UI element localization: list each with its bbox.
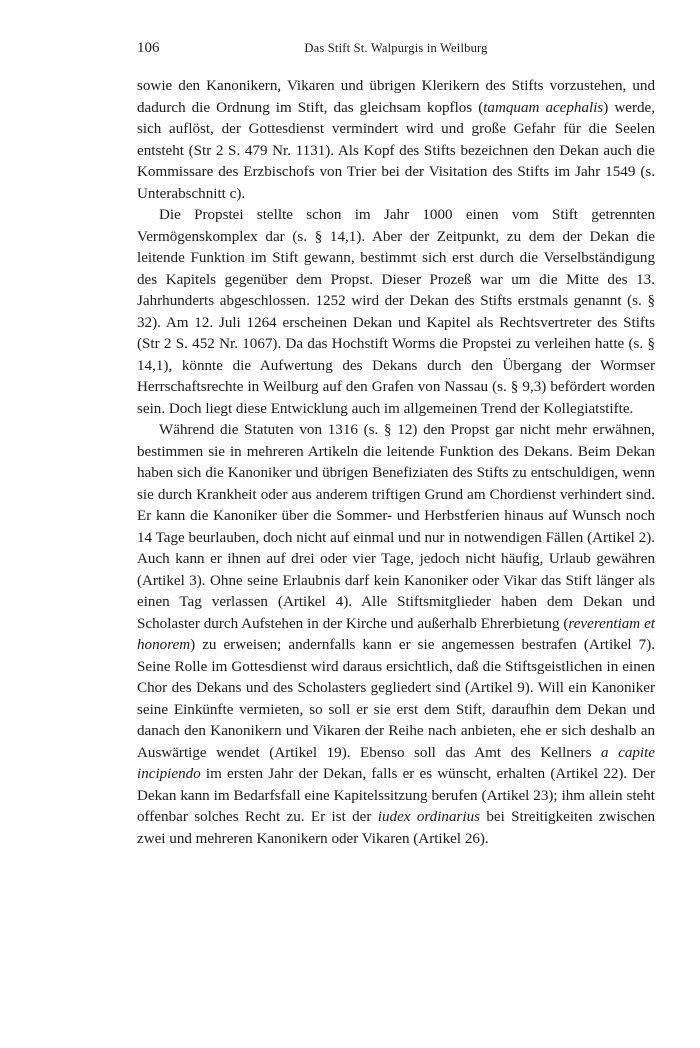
text-run: ) werde, sich auflöst, der Gottesdienst vermindert wird und große Gefahr für die Seelen entsteht (Str 2 S. 479 Nr. 1131). Als Kopf des Stifts bezeichnen den Dekan auch die Kommissare des Erzbischofs von Trier bei der Visitation des Stifts im Jahr 1549 (s. Unterabschnitt c). xyxy=(137,99,655,202)
text-run: Während die Statuten von 1316 (s. § 12) den Propst gar nicht mehr erwähnen, bestimmen sie in mehreren Artikeln die leitende Funktion des Dekans. Beim Dekan haben sich die Kanoniker und übrigen Benefiziaten des Stifts zu entschuldigen, wenn sie durch Krankheit oder aus anderem triftigen Grund am Chordienst verhindert sind. Er kann die Kanoniker über die Sommer- und Herbstferien hinaus auf Wunsch noch 14 Tage beurlauben, doch nicht auf einmal und nur in notwendigen Fällen (Artikel 2). Auch kann er ihnen auf drei oder vier Tage, jedoch nicht häufig, Urlaub gewähren (Artikel 3). Ohne seine Erlaubnis darf kein Kanoniker oder Vikar das Stift länger als einen Tag verlassen (Artikel 4). Alle Stiftsmitglieder haben dem Dekan und Scholaster durch Aufstehen in der Kirche und außerhalb Ehrerbietung ( xyxy=(137,422,655,632)
paragraph-1 xyxy=(137,76,655,205)
text-run: bei Streitigkeiten zwischen zwei und mehreren Kanonikern oder Vikaren (Artikel 26). xyxy=(137,809,655,847)
text-run: Die Propstei stellte schon im Jahr 1000 einen vom Stift getrennten Vermögenskomplex dar (s. § 14,1). Aber der Zeitpunkt, zu dem der Dekan die leitende Funktion im Stift gewann, bestimmt sich erst durch die Verselbständigung des Kapitels gegenüber dem Propst. Dieser Prozeß war um die Mitte des 13. Jahrhunderts abgeschlossen. 1252 wird der Dekan des Stifts erstmals genannt (s. § 32). Am 12. Juli 1264 erscheinen Dekan und Kapitel als Rechtsvertreter des Stifts (Str 2 S. 452 Nr. 1067). Da das Hochstift Worms die Propstei zu verleihen hatte (s. § 14,1), könnte die Aufwertung des Dekans durch den Übergang der Wormser Herrschaftsrechte in Weilburg auf den Grafen von Nassau (s. § 9,3) befördert worden sein. Doch liegt diese Entwicklung auch im allgemeinen Trend der Kollegiatstifte. xyxy=(137,207,655,417)
latin-phrase: reverentiam et honorem xyxy=(137,615,655,653)
text-run: im ersten Jahr der Dekan, falls er es wünscht, erhalten (Artikel 22). Der Dekan kann im Bedarfsfall eine Kapitelssitzung berufen (Artikel 23); ihm allein steht offenbar solches Recht zu. Er ist der xyxy=(137,766,655,825)
paragraph-3 xyxy=(137,420,655,850)
running-title: Das Stift St. Walpurgis in Weilburg xyxy=(304,41,488,55)
latin-phrase: tamquam acephalis xyxy=(483,99,604,116)
text-run: sowie den Kanonikern, Vikaren und übrigen Klerikern des Stifts vorzustehen, und dadurch die Ordnung im Stift, das gleichsam kopflos ( xyxy=(137,78,655,116)
page-header xyxy=(137,40,655,60)
page-number: 106 xyxy=(137,40,160,56)
paragraph-2 xyxy=(137,205,655,420)
text-run: ) zu erweisen; andernfalls kann er sie angemessen bestrafen (Artikel 7). Seine Rolle im Gottesdienst wird daraus ersichtlich, daß die Stiftsgeistlichen in einen Chor des Dekans und des Scholasters gegliedert sind (Artikel 9). Will ein Kanoniker seine Einkünfte vermieten, so soll er sie erst dem Stift, daraufhin dem Dekan und danach den Kanonikern und Vikaren der Reihe nach anbieten, ehe er sich deshalb an Auswärtige wendet (Artikel 19). Ebenso soll das Amt des Kellners xyxy=(137,637,655,761)
latin-phrase: iudex ordinarius xyxy=(377,809,481,825)
body-text xyxy=(137,76,655,850)
latin-phrase: a capite incipiendo xyxy=(137,744,655,782)
